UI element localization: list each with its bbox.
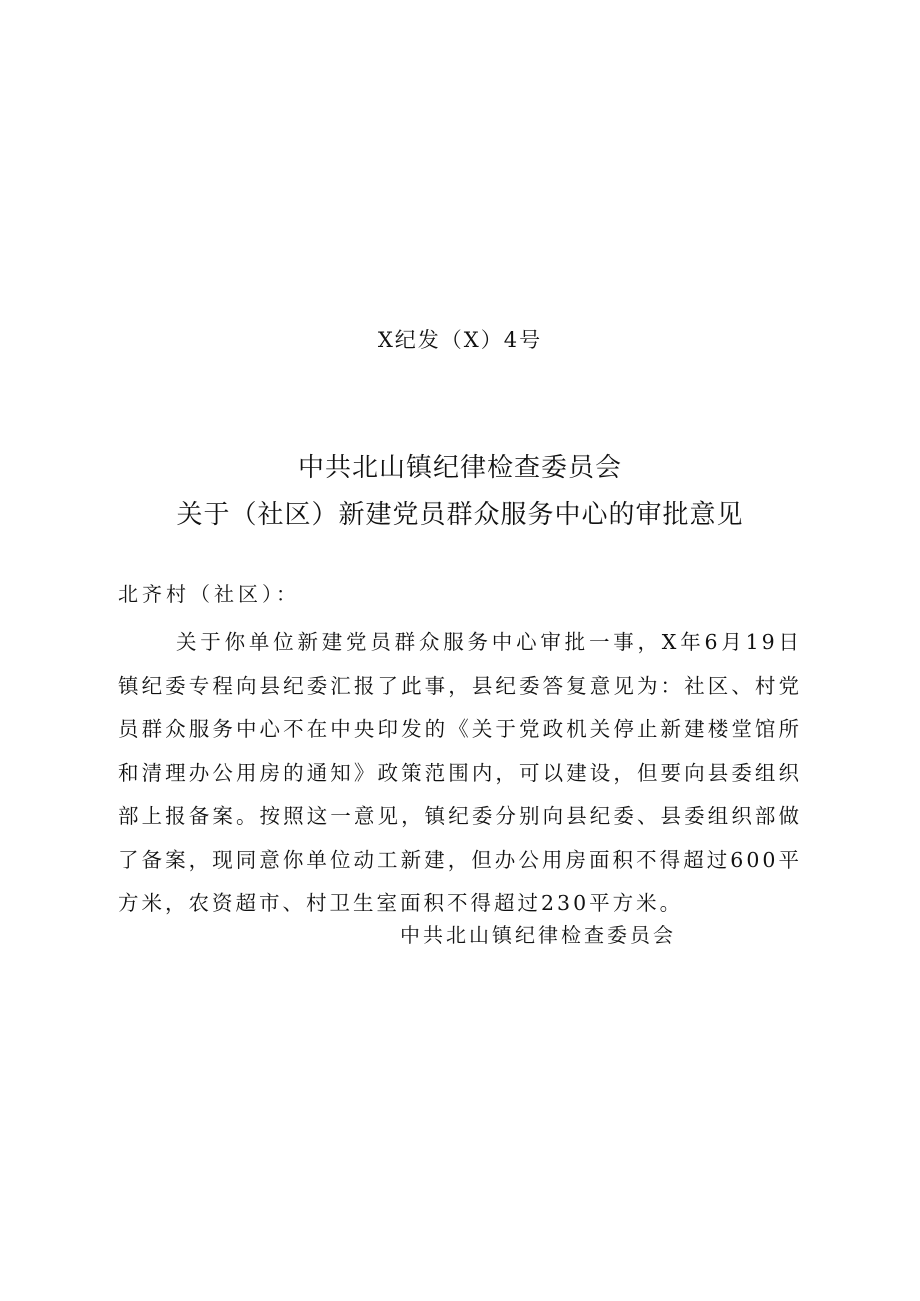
document-title-line-1: 中共北山镇纪律检查委员会	[297, 453, 622, 483]
document-number: X纪发（X）4号	[377, 328, 543, 352]
body-paragraph: 关于你单位新建党员群众服务中心审批一事，X年6月19日镇纪委专程向县纪委汇报了此事，县纪委答复意见为：社区、村党员群众服务中心不在中央印发的《关于党政机关停止新建楼堂馆所和清理办公用房的通知》政策范围内，可以建设，但要向县委组织部上报备案。按照这一意见，镇纪委分别向县纪委、县委组织部做了备案，现同意你单位动工新建，但办公用房面积不得超过600平方米，农资超市、村卫生室面积不得超过230平方米。	[118, 630, 802, 915]
document-title-line-2: 关于（社区）新建党员群众服务中心的审批意见	[176, 500, 744, 530]
signature: 中共北山镇纪律检查委员会	[400, 923, 676, 947]
salutation: 北齐村（社区）：	[118, 582, 300, 606]
